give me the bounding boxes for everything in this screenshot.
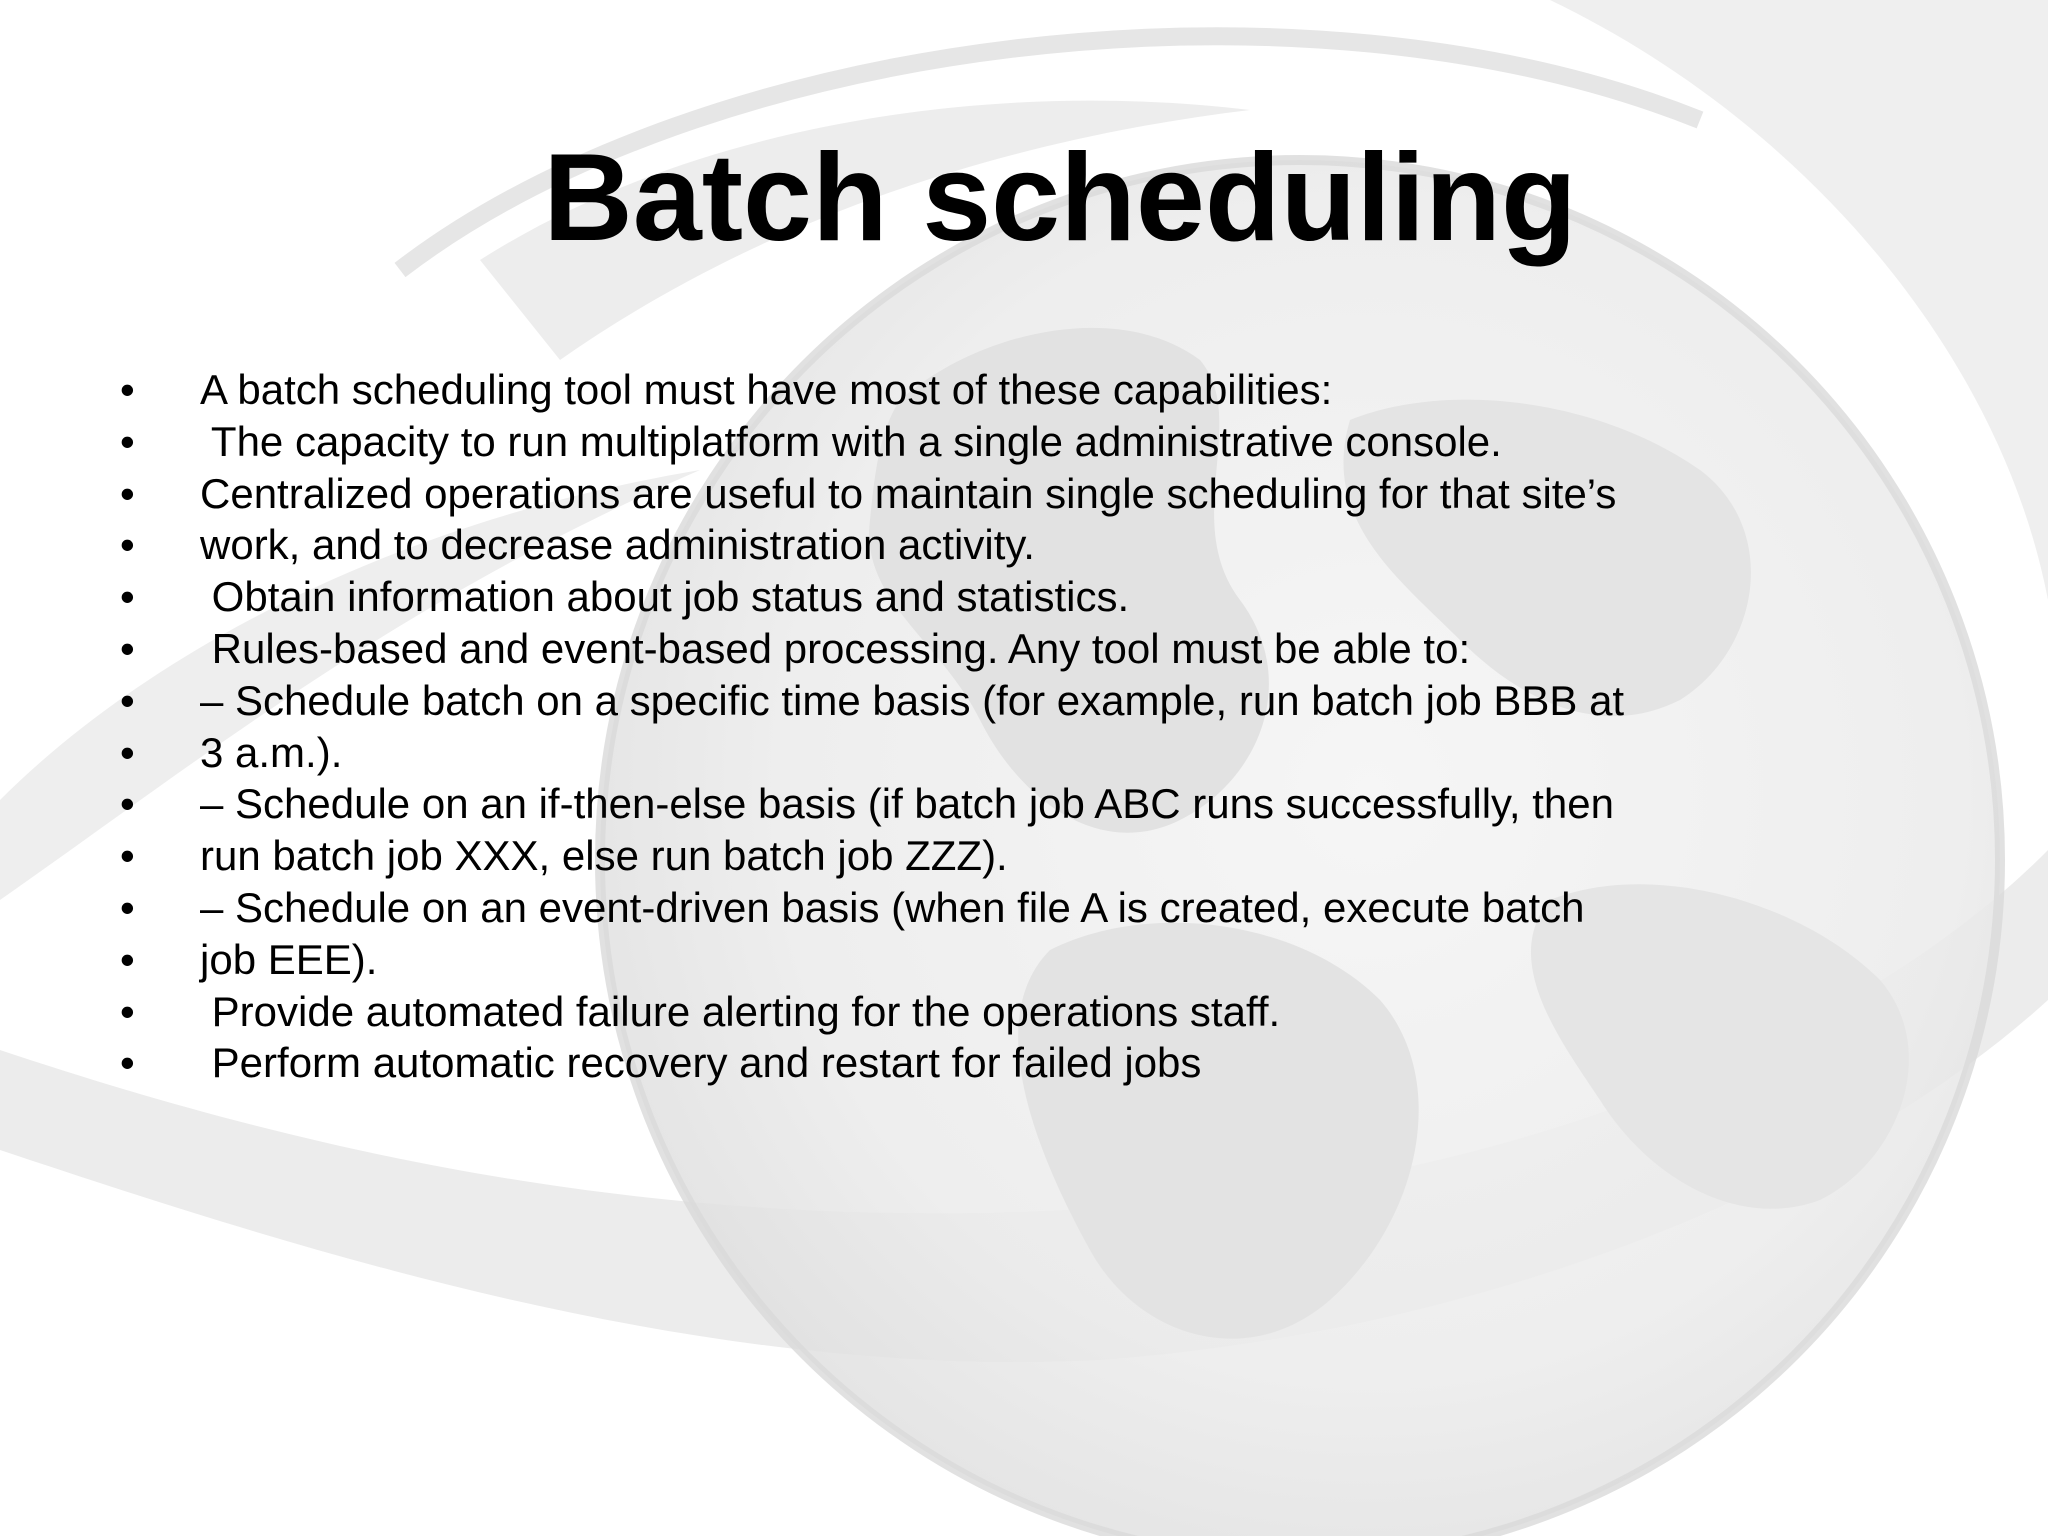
- bullet-text: work, and to decrease administration activity.: [200, 521, 1035, 569]
- bullet-glyph: •: [120, 832, 135, 880]
- bullet-text: 3 a.m.).: [200, 728, 343, 776]
- bullet-list: [120, 364, 1980, 1089]
- bullet-glyph: •: [120, 728, 135, 776]
- bullet-glyph: •: [120, 469, 135, 517]
- bullet-glyph: •: [120, 624, 135, 672]
- bullet-glyph: •: [120, 1039, 135, 1087]
- bullet-item: [120, 778, 1980, 830]
- bullet-item: [120, 364, 1980, 416]
- bullet-text: The capacity to run multiplatform with a single administrative console.: [200, 417, 1502, 465]
- slide-title: Batch scheduling: [543, 129, 1577, 267]
- bullet-text: – Schedule on an if-then-else basis (if batch job ABC runs successfully, then: [200, 780, 1614, 828]
- bullet-item: [120, 675, 1980, 727]
- bullet-glyph: •: [120, 676, 135, 724]
- bullet-text: – Schedule batch on a specific time basis (for example, run batch job BBB at: [200, 676, 1625, 724]
- bullet-text: Perform automatic recovery and restart for failed jobs: [200, 1039, 1202, 1087]
- bullet-item: [120, 830, 1980, 882]
- bullet-item: [120, 571, 1980, 623]
- bullet-item: [120, 986, 1980, 1038]
- bullet-glyph: •: [120, 883, 135, 931]
- bullet-item: [120, 727, 1980, 779]
- bullet-item: [120, 882, 1980, 934]
- bullet-text: Obtain information about job status and statistics.: [200, 573, 1130, 621]
- bullet-text: Provide automated failure alerting for the operations staff.: [200, 987, 1281, 1035]
- bullet-text: Centralized operations are useful to maintain single scheduling for that site’s: [200, 469, 1617, 517]
- bullet-text: – Schedule on an event-driven basis (when file A is created, execute batch: [200, 883, 1585, 931]
- bullet-item: [120, 416, 1980, 468]
- bullet-item: [120, 623, 1980, 675]
- bullet-item: [120, 519, 1980, 571]
- bullet-glyph: •: [120, 366, 135, 413]
- bullet-glyph: •: [120, 573, 135, 621]
- bullet-text: run batch job XXX, else run batch job ZZZ).: [200, 832, 1008, 880]
- bullet-glyph: •: [120, 780, 135, 828]
- bullet-glyph: •: [120, 987, 135, 1035]
- bullet-item: [120, 1037, 1980, 1089]
- bullet-item: [120, 468, 1980, 520]
- bullet-text: Rules-based and event-based processing. Any tool must be able to:: [200, 624, 1471, 672]
- bullet-item: [120, 934, 1980, 986]
- bullet-glyph: •: [120, 935, 135, 983]
- bullet-glyph: •: [120, 521, 135, 569]
- bullet-text: A batch scheduling tool must have most of these capabilities:: [200, 366, 1333, 413]
- bullet-glyph: •: [120, 417, 135, 465]
- bullet-text: job EEE).: [200, 935, 378, 983]
